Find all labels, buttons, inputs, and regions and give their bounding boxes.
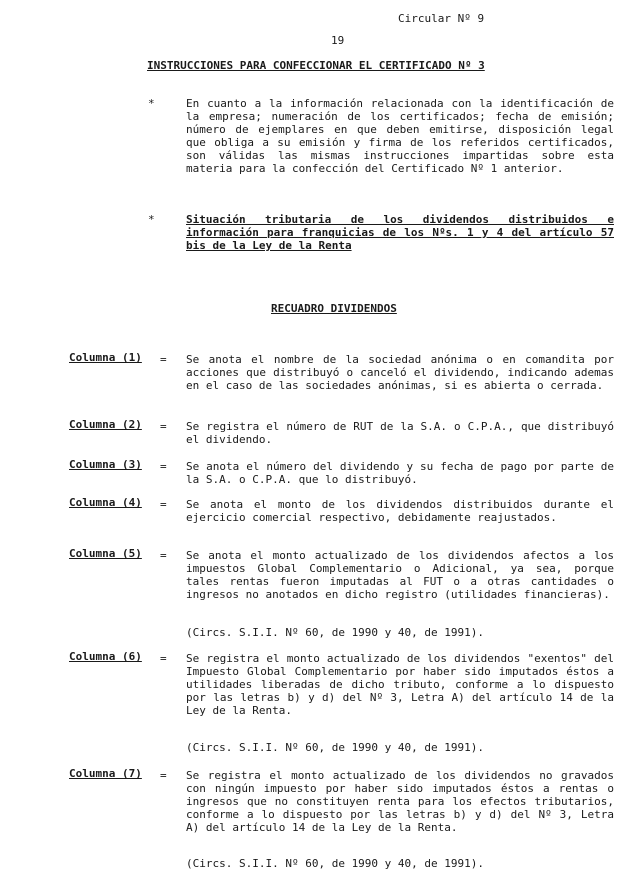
equals-sign: = (160, 549, 167, 562)
column-description: Se registra el monto actualizado de los dividendos no gravados con ningún impuesto por haber sido imputados éstos a rentas o ingresos que no constituyen renta para los efectos tributarios, conforme a lo dispuesto por las letras b) y d) del Nº 3, Letra A) del artículo 14 de la Ley de la Renta. (186, 769, 614, 834)
citation: (Circs. S.I.I. Nº 60, de 1990 y 40, de 1991). (186, 741, 485, 754)
column-label: Columna (1) (69, 351, 142, 364)
page-title: INSTRUCCIONES PARA CONFECCIONAR EL CERTIFICADO Nº 3 (147, 59, 485, 72)
citation: (Circs. S.I.I. Nº 60, de 1990 y 40, de 1991). (186, 626, 485, 639)
bullet-marker: * (148, 213, 155, 226)
column-label: Columna (2) (69, 418, 142, 431)
bullet-marker: * (148, 97, 155, 110)
column-label: Columna (4) (69, 496, 142, 509)
column-description: Se anota el número del dividendo y su fecha de pago por parte de la S.A. o C.P.A. que lo distribuyó. (186, 460, 614, 486)
equals-sign: = (160, 769, 167, 782)
bullet-heading: Situación tributaria de los dividendos distribuidos e información para franquicias de los Nºs. 1 y 4 del artículo 57 bis de la Ley de la Renta (186, 213, 614, 252)
column-description: Se registra el monto actualizado de los dividendos "exentos" del Impuesto Global Complementario por haber sido imputados éstos a utilidades liberadas de dicho tributo, conforme a lo dispuesto por las letras b) y d) del Nº 3, Letra A) del artículo 14 de la Ley de la Renta. (186, 652, 614, 717)
column-label: Columna (6) (69, 650, 142, 663)
column-label: Columna (5) (69, 547, 142, 560)
column-label: Columna (7) (69, 767, 142, 780)
equals-sign: = (160, 460, 167, 473)
equals-sign: = (160, 353, 167, 366)
equals-sign: = (160, 498, 167, 511)
column-description: Se anota el monto actualizado de los dividendos afectos a los impuestos Global Complementario o Adicional, ya sea, porque tales rentas fueron imputadas al FUT o a otras cantidades o ingresos no anotados en dicho registro (utilidades financieras). (186, 549, 614, 601)
column-description: Se registra el número de RUT de la S.A. o C.P.A., que distribuyó el dividendo. (186, 420, 614, 446)
bullet-paragraph: En cuanto a la información relacionada con la identificación de la empresa; numeración de los certificados; fecha de emisión; número de ejemplares en que deben emitirse, disposición legal que obliga a su emisión y firma de los referidos certificados, son válidas las mismas instrucciones impartidas sobre esta materia para la confección del Certificado Nº 1 anterior. (186, 97, 614, 175)
equals-sign: = (160, 420, 167, 433)
page-number: 19 (331, 34, 345, 47)
column-label: Columna (3) (69, 458, 142, 471)
column-description: Se anota el nombre de la sociedad anónima o en comandita por acciones que distribuyó o canceló el dividendo, indicando ademas en el caso de las sociedades anónimas, si es abierta o cerrada. (186, 353, 614, 392)
column-description: Se anota el monto de los dividendos distribuidos durante el ejercicio comercial respectivo, debidamente reajustados. (186, 498, 614, 524)
equals-sign: = (160, 652, 167, 665)
circular-number: Circular Nº 9 (398, 12, 485, 25)
section-title: RECUADRO DIVIDENDOS (271, 302, 397, 315)
citation: (Circs. S.I.I. Nº 60, de 1990 y 40, de 1991). (186, 857, 485, 870)
